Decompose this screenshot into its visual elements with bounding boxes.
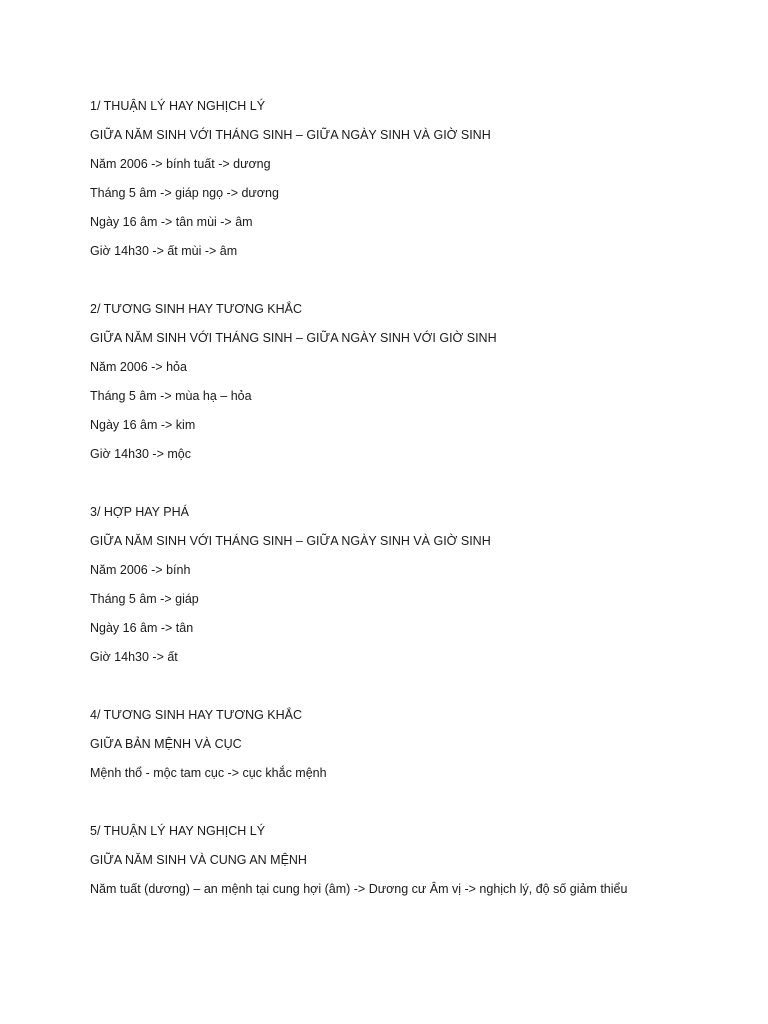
section-line: Tháng 5 âm -> giáp ngọ -> dương <box>90 186 279 200</box>
section-4 <box>90 701 730 788</box>
section-line: Ngày 16 âm -> kim <box>90 418 196 432</box>
section-line: Năm tuất (dương) – an mệnh tại cung hợi (âm) -> Dương cư Âm vị -> nghịch lý, độ số giảm thiểu <box>90 882 628 896</box>
document-body <box>90 92 730 904</box>
section-1 <box>90 92 730 266</box>
section-line: Ngày 16 âm -> tân mùi -> âm <box>90 215 253 229</box>
section-2 <box>90 295 730 469</box>
section-line: Ngày 16 âm -> tân <box>90 621 194 635</box>
section-subheading: GIỮA BẢN MỆNH VÀ CỤC <box>90 737 242 751</box>
section-heading: 5/ THUẬN LÝ HAY NGHỊCH LÝ <box>90 824 266 838</box>
section-line: Giờ 14h30 -> ất <box>90 650 178 664</box>
section-line: Năm 2006 -> bính <box>90 563 191 577</box>
section-line: Giờ 14h30 -> mộc <box>90 447 191 461</box>
section-5 <box>90 817 730 904</box>
section-line: Tháng 5 âm -> giáp <box>90 592 199 606</box>
section-heading: 3/ HỢP HAY PHÁ <box>90 505 189 519</box>
section-heading: 2/ TƯƠNG SINH HAY TƯƠNG KHẮC <box>90 302 303 316</box>
section-line: Tháng 5 âm -> mùa hạ – hỏa <box>90 389 252 403</box>
section-line: Mệnh thổ - mộc tam cục -> cục khắc mệnh <box>90 766 327 780</box>
section-heading: 4/ TƯƠNG SINH HAY TƯƠNG KHẮC <box>90 708 303 722</box>
section-heading: 1/ THUẬN LÝ HAY NGHỊCH LÝ <box>90 99 266 113</box>
section-subheading: GIỮA NĂM SINH VỚI THÁNG SINH – GIỮA NGÀY SINH VÀ GIỜ SINH <box>90 128 491 142</box>
section-line: Năm 2006 -> hỏa <box>90 360 187 374</box>
section-line: Giờ 14h30 -> ất mùi -> âm <box>90 244 238 258</box>
section-subheading: GIỮA NĂM SINH VỚI THÁNG SINH – GIỮA NGÀY SINH VÀ GIỜ SINH <box>90 534 491 548</box>
section-subheading: GIỮA NĂM SINH VÀ CUNG AN MỆNH <box>90 853 307 867</box>
section-3 <box>90 498 730 672</box>
section-line: Năm 2006 -> bính tuất -> dương <box>90 157 271 171</box>
section-subheading: GIỮA NĂM SINH VỚI THÁNG SINH – GIỮA NGÀY SINH VỚI GIỜ SINH <box>90 331 497 345</box>
